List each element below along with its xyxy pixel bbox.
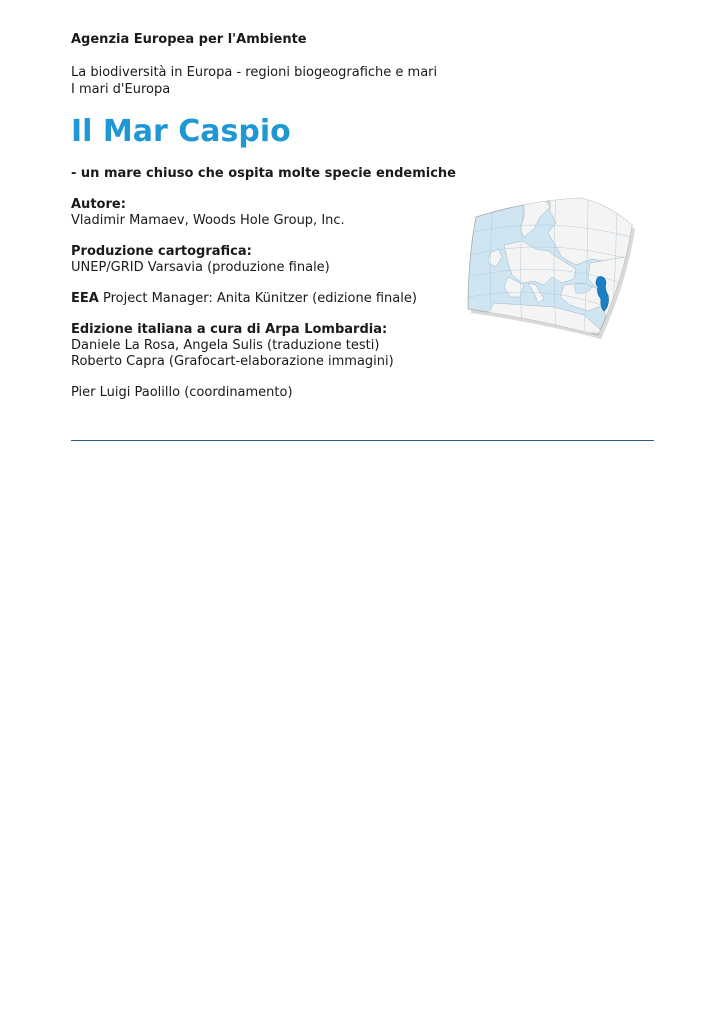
series-line-seas: I mari d'Europa bbox=[71, 82, 171, 97]
credit-cartography bbox=[71, 244, 471, 276]
europe-map-icon bbox=[464, 193, 644, 341]
document-page bbox=[71, 0, 654, 1024]
credit-italian-edition-label: Edizione italiana a cura di Arpa Lombardia: bbox=[71, 322, 388, 337]
agency-name: Agenzia Europea per l'Ambiente bbox=[71, 32, 307, 47]
credit-cartography-label: Produzione cartografica: bbox=[71, 244, 252, 259]
series-line-biodiversity: La biodiversità in Europa - regioni biogeografiche e mari bbox=[71, 65, 438, 80]
credit-author-label: Autore: bbox=[71, 197, 126, 212]
credits-section bbox=[71, 197, 471, 416]
page-subtitle: - un mare chiuso che ospita molte specie endemiche bbox=[71, 166, 456, 181]
credit-coordination bbox=[71, 385, 471, 401]
credit-eea-label: EEA bbox=[71, 291, 99, 306]
credit-author bbox=[71, 197, 471, 229]
credit-eea bbox=[71, 291, 471, 307]
credit-author-value: Vladimir Mamaev, Woods Hole Group, Inc. bbox=[71, 213, 345, 228]
series-heading bbox=[71, 64, 437, 98]
page-title: Il Mar Caspio bbox=[71, 114, 291, 149]
credit-cartography-value: UNEP/GRID Varsavia (produzione finale) bbox=[71, 260, 330, 275]
section-divider bbox=[71, 440, 654, 441]
credit-italian-edition-line2: Roberto Capra (Grafocart-elaborazione immagini) bbox=[71, 354, 394, 369]
credit-italian-edition-line1: Daniele La Rosa, Angela Sulis (traduzione testi) bbox=[71, 338, 380, 353]
credit-eea-value: Project Manager: Anita Künitzer (edizione finale) bbox=[98, 291, 417, 306]
credit-italian-edition bbox=[71, 322, 471, 370]
credit-coordination-value: Pier Luigi Paolillo (coordinamento) bbox=[71, 385, 293, 400]
